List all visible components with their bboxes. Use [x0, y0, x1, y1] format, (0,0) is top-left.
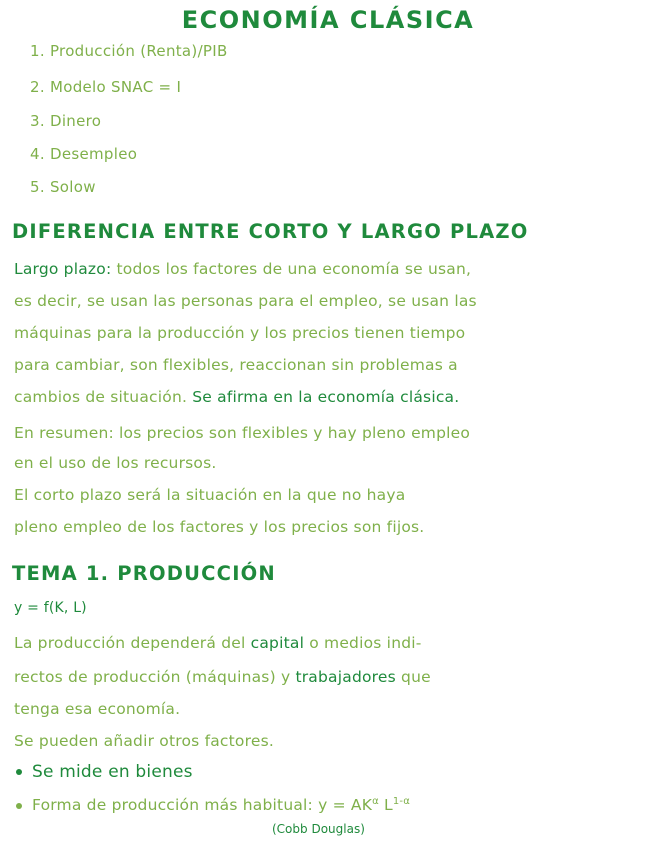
text-line: Se pueden añadir otros factores.: [14, 732, 274, 750]
text-span: trabajadores: [295, 668, 396, 686]
text-span: Forma de producción más habitual: y = AK: [32, 796, 373, 815]
text-span: Se mide en bienes: [32, 762, 193, 782]
section-heading: TEMA 1. PRODUCCIÓN: [12, 562, 276, 585]
text-span: rectos de producción (máquinas) y: [14, 668, 296, 686]
formula-note: (Cobb Douglas): [272, 822, 365, 836]
text-line: [14, 388, 459, 406]
text-line: En resumen: los precios son flexibles y hay pleno empleo: [14, 424, 471, 442]
bullet-item: [16, 796, 410, 814]
text-line: [14, 260, 471, 278]
topic-item: 1. Producción (Renta)/PIB: [30, 42, 228, 60]
topic-item: 5. Solow: [30, 178, 96, 196]
text-line: [14, 634, 422, 652]
text-line: pleno empleo de los factores y los precios son fijos.: [14, 518, 425, 536]
text-span: L: [378, 796, 393, 815]
text-line: tenga esa economía.: [14, 700, 181, 718]
text-span: Se afirma en la economía clásica.: [187, 388, 460, 406]
text-span: cambios de situación.: [14, 388, 188, 406]
bullet-dot-icon: [16, 803, 22, 809]
text-span: que: [395, 668, 431, 686]
text-span: La producción dependerá del: [14, 634, 251, 652]
text-span: todos los factores de una economía se usan,: [111, 260, 472, 278]
text-line: El corto plazo será la situación en la que no haya: [14, 486, 406, 504]
text-span: o medios indi-: [304, 634, 422, 652]
text-line: para cambiar, son flexibles, reaccionan sin problemas a: [14, 356, 458, 374]
text-line: [14, 668, 431, 686]
term-label: Largo plazo:: [14, 260, 112, 278]
topic-item: 3. Dinero: [30, 112, 102, 130]
topic-item: 4. Desempleo: [30, 145, 138, 163]
exponent: α: [372, 796, 379, 807]
text-line: en el uso de los recursos.: [14, 454, 217, 472]
bullet-item: [16, 762, 193, 782]
text-line: es decir, se usan las personas para el empleo, se usan las: [14, 292, 477, 310]
text-span: capital: [250, 634, 305, 652]
text-line: máquinas para la producción y los precios tienen tiempo: [14, 324, 466, 342]
exponent: 1-α: [392, 796, 411, 807]
section-heading: DIFERENCIA ENTRE CORTO Y LARGO PLAZO: [12, 220, 529, 243]
bullet-dot-icon: [16, 769, 22, 775]
formula-line: y = f(K, L): [14, 600, 87, 616]
page-title: ECONOMÍA CLÁSICA: [181, 6, 475, 34]
topic-item: 2. Modelo SNAC = I: [30, 78, 182, 96]
